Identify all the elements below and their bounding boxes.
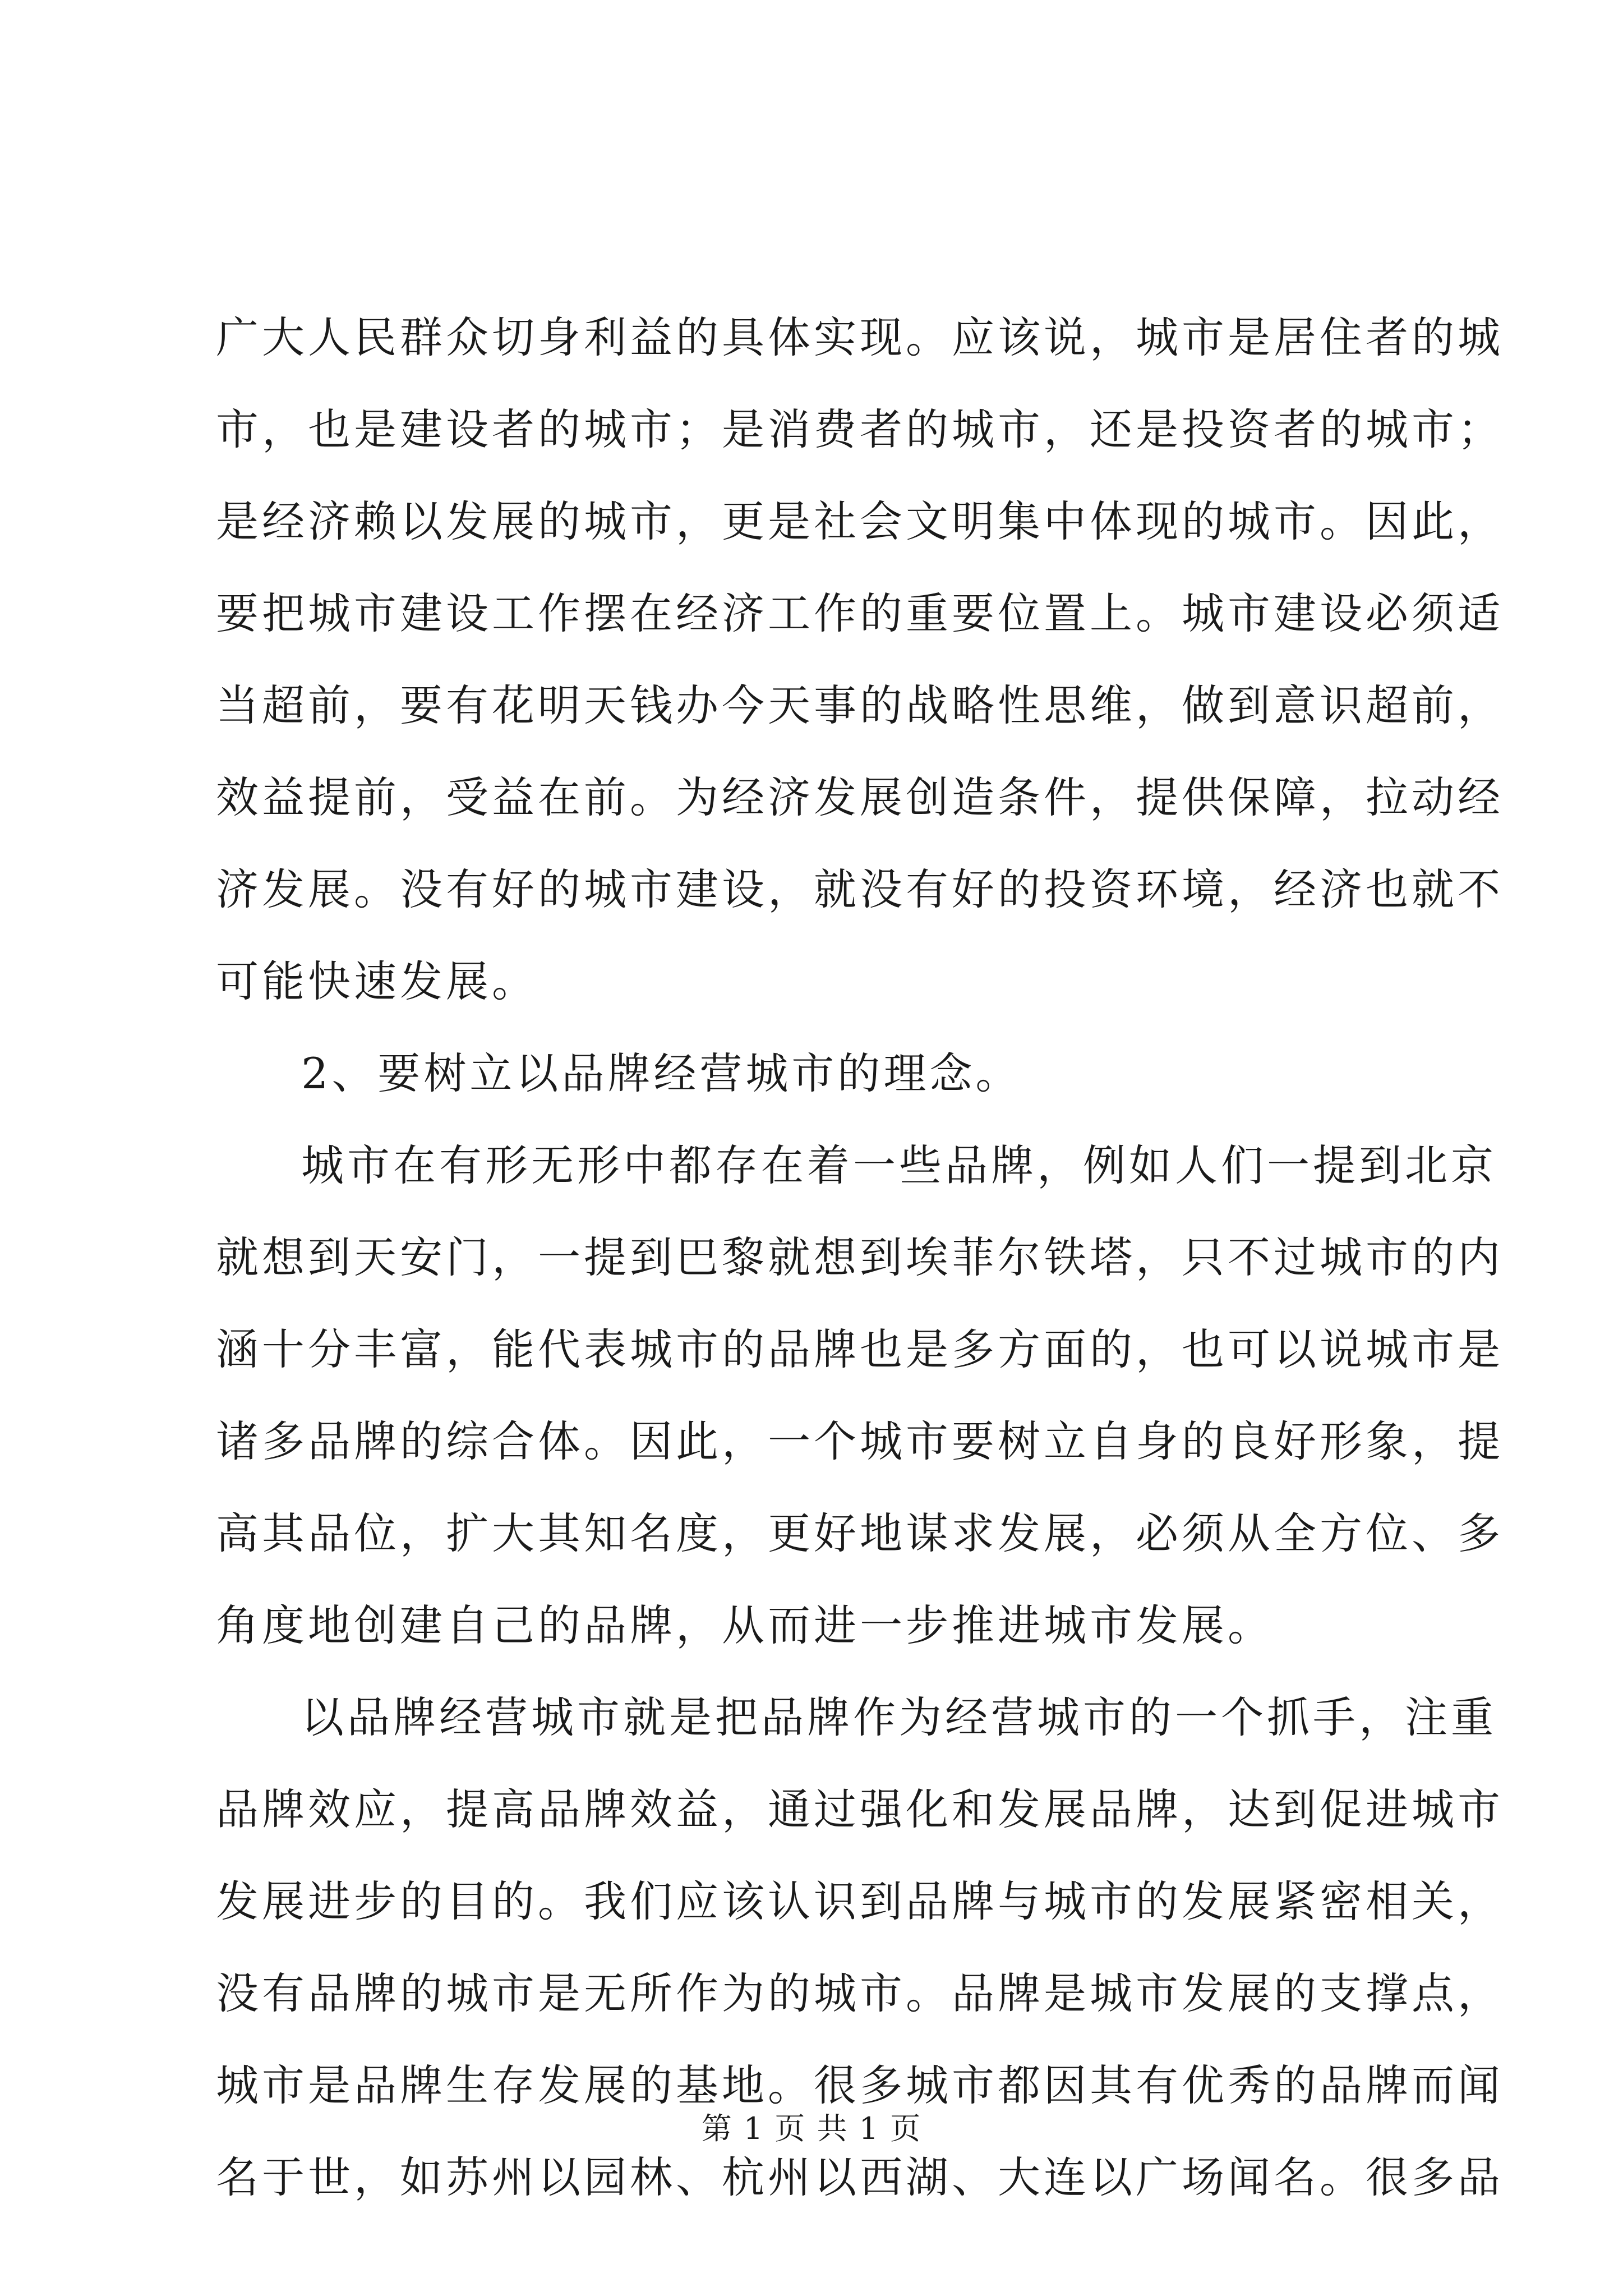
- text-line: 发展进步的目的。我们应该认识到品牌与城市的发展紧密相关，: [216, 1876, 1504, 1926]
- text-line: 济发展。没有好的城市建设，就没有好的投资环境，经济也就不: [216, 864, 1504, 914]
- text-line: 城市在有形无形中都存在着一些品牌，例如人们一提到北京: [301, 1140, 1497, 1190]
- page-footer: [0, 2109, 1623, 2148]
- section-heading: [216, 1028, 1416, 1120]
- text-line: 当超前，要有花明天钱办今天事的战略性思维，做到意识超前，: [216, 680, 1504, 730]
- text-line: 城市是品牌生存发展的基地。很多城市都因其有优秀的品牌而闻: [216, 2060, 1504, 2110]
- text-line: 涵十分丰富，能代表城市的品牌也是多方面的，也可以说城市是: [216, 1324, 1504, 1374]
- paragraph: [216, 292, 1504, 1028]
- text-line: 要把城市建设工作摆在经济工作的重要位置上。城市建设必须适: [216, 588, 1504, 638]
- text-line: 效益提前，受益在前。为经济发展创造条件，提供保障，拉动经: [216, 772, 1504, 822]
- text-line: 以品牌经营城市就是把品牌作为经营城市的一个抓手，注重: [301, 1692, 1497, 1742]
- page-number: 第 1 页 共 1 页: [701, 2111, 922, 2146]
- paragraph: [216, 1120, 1504, 1672]
- text-line: 是经济赖以发展的城市，更是社会文明集中体现的城市。因此，: [216, 496, 1504, 546]
- text-line: 诸多品牌的综合体。因此，一个城市要树立自身的良好形象，提: [216, 1416, 1504, 1466]
- document-body: [216, 292, 1504, 2224]
- text-line: 没有品牌的城市是无所作为的城市。品牌是城市发展的支撑点，: [216, 1968, 1504, 2018]
- text-line: 品牌效应，提高品牌效益，通过强化和发展品牌，达到促进城市: [216, 1784, 1504, 1834]
- text-line: 可能快速发展。: [216, 956, 538, 1006]
- text-line: 就想到天安门，一提到巴黎就想到埃菲尔铁塔，只不过城市的内: [216, 1232, 1504, 1282]
- heading-line: 2、要树立以品牌经营城市的理念。: [301, 1048, 1022, 1098]
- text-line: 市，也是建设者的城市；是消费者的城市，还是投资者的城市；: [216, 404, 1504, 454]
- text-line: 名于世，如苏州以园林、杭州以西湖、大连以广场闻名。很多品: [216, 2152, 1504, 2202]
- text-line: 广大人民群众切身利益的具体实现。应该说，城市是居住者的城: [216, 312, 1504, 362]
- text-line: 角度地创建自己的品牌，从而进一步推进城市发展。: [216, 1600, 1274, 1650]
- text-line: 高其品位，扩大其知名度，更好地谋求发展，必须从全方位、多: [216, 1508, 1504, 1558]
